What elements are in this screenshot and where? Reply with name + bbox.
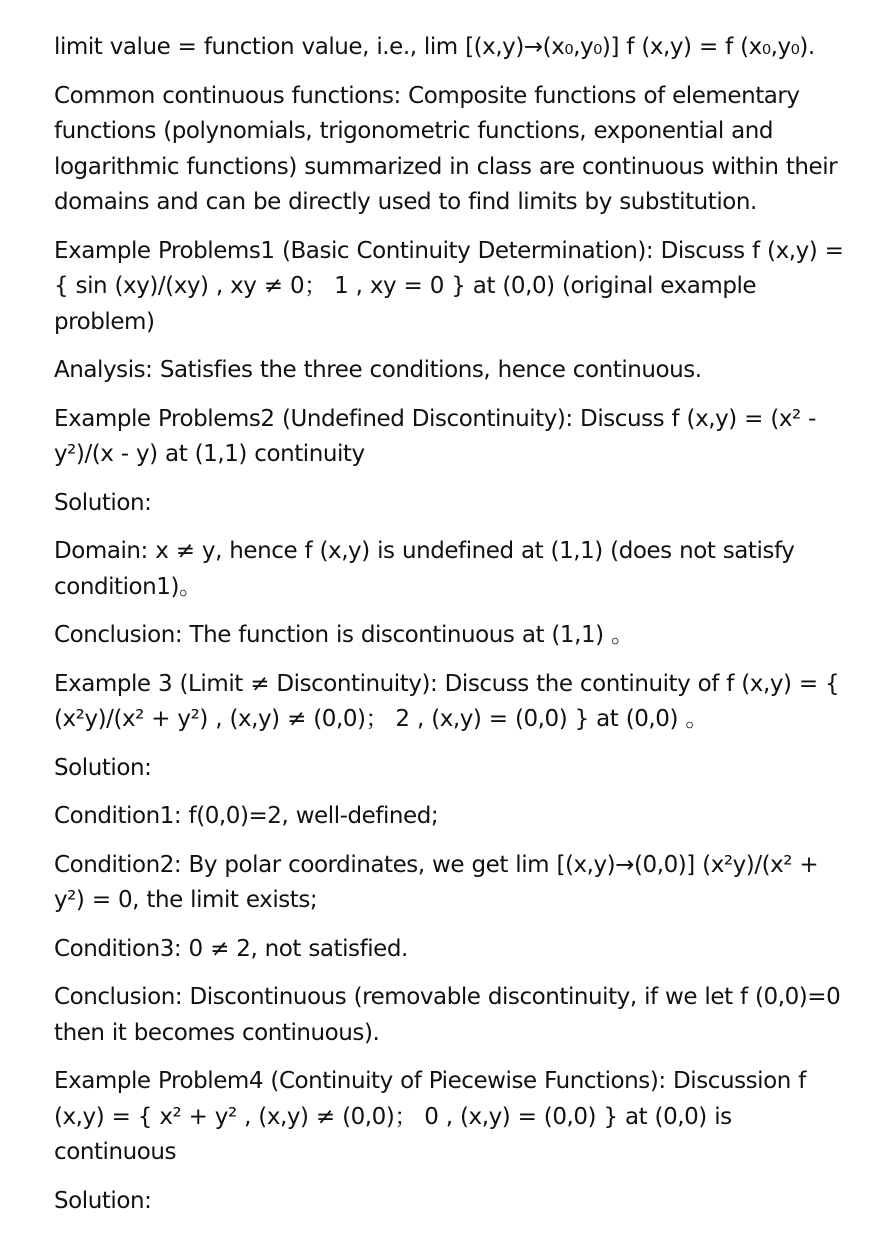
example-2-conclusion: Conclusion: The function is discontinuous at (1,1) 。 xyxy=(54,622,634,648)
common-continuous-functions-paragraph: Common continuous functions: Composite functions of elementary functions (polynomials, trigonometric functions, exponential and logarithmic functions) summarized in class are continuous within their domains and can be directly used to find limits by substitution. xyxy=(54,82,838,215)
example-3-condition-1: Condition1: f(0,0)=2, well-defined; xyxy=(54,803,439,829)
example-problem-4: Example Problem4 (Continuity of Piecewise Functions): Discussion f (x,y) = { x² + y² , (x,y) ≠ (0,0)； 0 , (x,y) = (0,0) } at (0,0) is continuous xyxy=(54,1068,806,1165)
example-problem-3: Example 3 (Limit ≠ Discontinuity): Discuss the continuity of f (x,y) = { (x²y)/(x² + y²) , (x,y) ≠ (0,0)； 2 , (x,y) = (0,0) } at (0,0) 。 xyxy=(54,670,840,732)
example-3-conclusion: Conclusion: Discontinuous (removable discontinuity, if we let f (0,0)=0 then it becomes continuous). xyxy=(54,984,841,1046)
limit-definition-line: limit value = function value, i.e., lim [(x,y)→(x₀,y₀)] f (x,y) = f (x₀,y₀). xyxy=(54,34,815,60)
example-2-solution-heading: Solution: xyxy=(54,489,152,516)
example-2-domain: Domain: x ≠ y, hence f (x,y) is undefined at (1,1) (does not satisfy condition1)。 xyxy=(54,538,795,600)
example-4-solution-heading: Solution: xyxy=(54,1187,152,1214)
example-1-analysis: Analysis: Satisfies the three conditions, hence continuous. xyxy=(54,357,702,383)
example-3-condition-2: Condition2: By polar coordinates, we get lim [(x,y)→(0,0)] (x²y)/(x² + y²) = 0, the limit exists; xyxy=(54,851,819,913)
example-3-condition-3: Condition3: 0 ≠ 2, not satisfied. xyxy=(54,935,408,962)
example-problem-2: Example Problems2 (Undefined Discontinuity): Discuss f (x,y) = (x² - y²)/(x - y) at (1,1) continuity xyxy=(54,405,816,467)
document-page xyxy=(54,30,844,1232)
example-problem-1: Example Problems1 (Basic Continuity Determination): Discuss f (x,y) = { sin (xy)/(xy) , xy ≠ 0； 1 , xy = 0 } at (0,0) (original example problem) xyxy=(54,237,844,335)
example-3-solution-heading: Solution: xyxy=(54,754,152,781)
